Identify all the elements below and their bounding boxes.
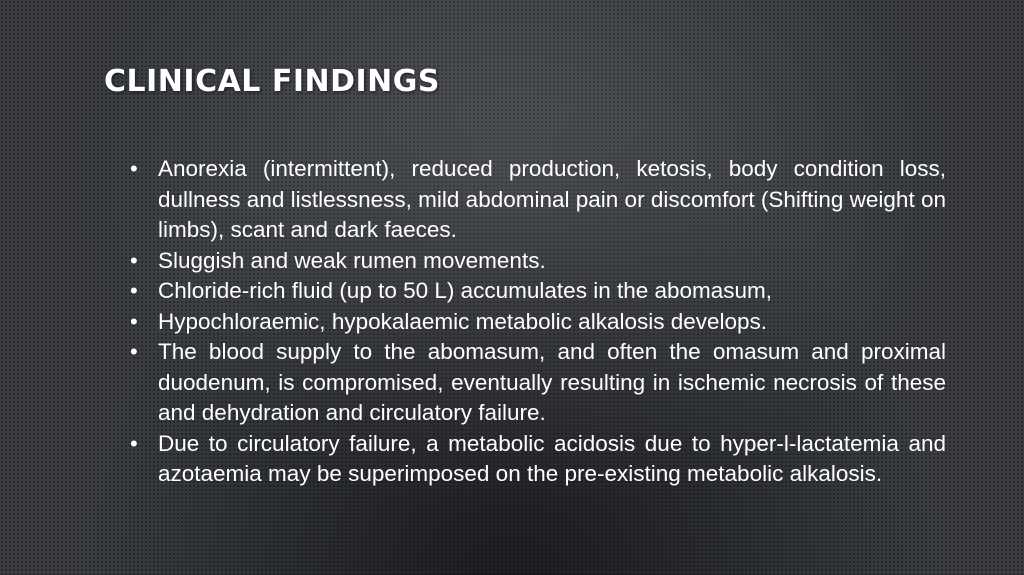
bullet-dot-icon: • <box>130 430 138 456</box>
bullet-text: Chloride-rich fluid (up to 50 L) accumulates in the abomasum, <box>158 278 773 303</box>
bullet-list <box>130 154 946 490</box>
slide-title: CLINICAL FINDINGS <box>104 64 441 99</box>
bullet-item <box>130 276 946 307</box>
bullet-dot-icon: • <box>130 278 138 303</box>
bullet-item <box>130 246 946 277</box>
bullet-dot-icon: • <box>130 308 138 334</box>
bullet-item <box>130 154 946 246</box>
bullet-dot-icon: • <box>130 247 138 273</box>
bullet-text: Sluggish and weak rumen movements. <box>158 247 546 273</box>
bullet-text: The blood supply to the abomasum, and often the omasum and proximal duodenum, is compromised, eventually resulting in ischemic necrosis of these and dehydration and circulatory failure. <box>158 339 946 425</box>
bullet-item <box>130 429 946 490</box>
bullet-text: Due to circulatory failure, a metabolic acidosis due to hyper-l-lactatemia and azotaemia may be superimposed on the pre-existing metabolic alkalosis. <box>158 430 946 486</box>
bullet-text: Anorexia (intermittent), reduced production, ketosis, body condition loss, dullness and listlessness, mild abdominal pain or discomfort (Shifting weight on limbs), scant and dark faeces. <box>158 156 946 242</box>
bullet-dot-icon: • <box>130 156 138 181</box>
bullet-item <box>130 307 946 338</box>
bullet-item <box>130 337 946 429</box>
bullet-dot-icon: • <box>130 339 138 364</box>
bullet-text: Hypochloraemic, hypokalaemic metabolic alkalosis develops. <box>158 308 768 334</box>
